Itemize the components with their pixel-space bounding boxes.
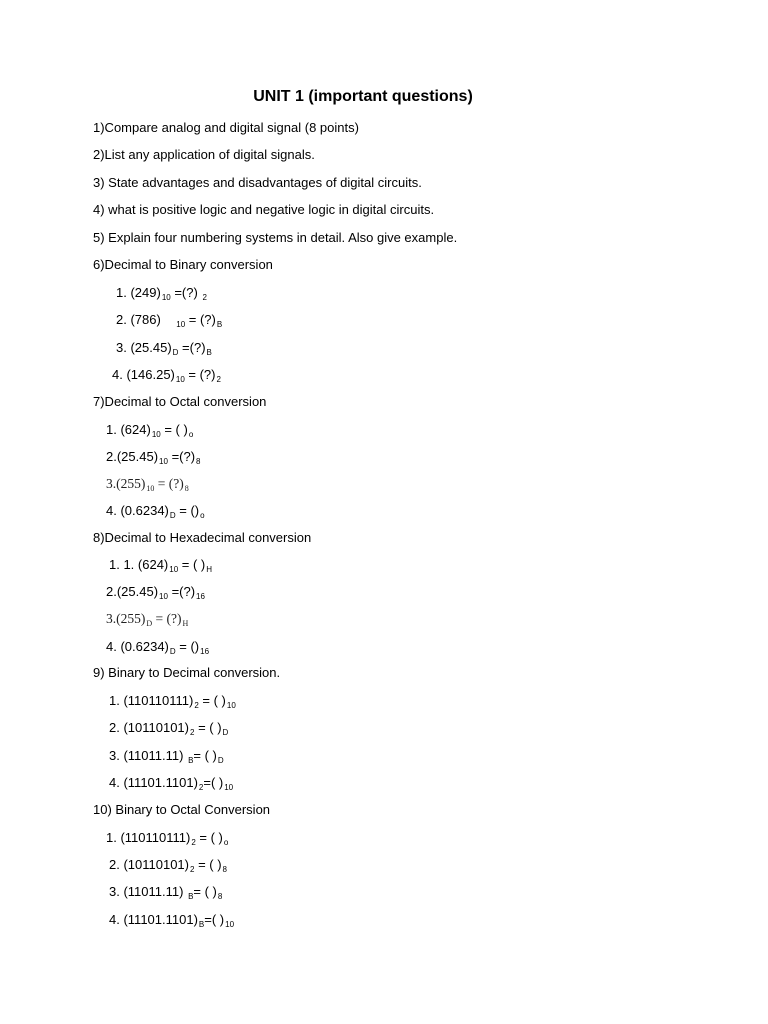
- question-9-item: [109, 748, 224, 766]
- expr: 4. (11101.1101): [109, 912, 198, 927]
- subscript: 2: [190, 728, 195, 737]
- expr: 1. (624): [106, 422, 151, 437]
- expr: =( ): [203, 775, 224, 790]
- question-7-item: [106, 503, 205, 521]
- subscript: 2: [202, 293, 207, 302]
- subscript: 10: [225, 920, 235, 929]
- question-6-item: [112, 367, 221, 385]
- question-8-heading: 8)Decimal to Hexadecimal conversion: [93, 530, 312, 545]
- question-5: 5) Explain four numbering systems in detail. Also give example.: [93, 230, 458, 245]
- expr: 1. 1. (624): [109, 557, 169, 572]
- page-title: UNIT 1 (important questions): [253, 88, 473, 105]
- expr: =(?): [167, 584, 196, 599]
- expr: = (?): [185, 312, 216, 327]
- question-6-item: [116, 285, 207, 303]
- question-1: 1)Compare analog and digital signal (8 points): [93, 120, 359, 135]
- subscript: o: [200, 511, 205, 520]
- expr: = (?): [152, 611, 182, 626]
- subscript: 2: [198, 783, 204, 792]
- question-6-item: [116, 312, 222, 330]
- question-9-item: [109, 693, 236, 711]
- subscript: D: [217, 756, 224, 765]
- subscript: B: [188, 756, 194, 765]
- question-7-item: [106, 422, 193, 440]
- subscript: 2: [216, 375, 221, 384]
- expr: = (?): [184, 367, 216, 382]
- question-3: 3) State advantages and disadvantages of digital circuits.: [93, 175, 422, 190]
- expr: 4. (11101.1101): [109, 775, 198, 790]
- question-10-item: [109, 912, 234, 930]
- expr: 4. (0.6234): [106, 639, 169, 654]
- expr: = ( ): [198, 693, 226, 708]
- subscript: H: [206, 565, 213, 574]
- subscript: o: [223, 838, 229, 847]
- expr: = ( ): [178, 557, 206, 572]
- question-9-heading: 9) Binary to Decimal conversion.: [93, 665, 281, 680]
- expr: = ( ): [195, 830, 223, 845]
- subscript: 8: [196, 457, 201, 466]
- expr: 4. (146.25): [112, 367, 175, 382]
- subscript: 8: [184, 484, 189, 493]
- question-10-heading: 10) Binary to Octal Conversion: [93, 802, 271, 817]
- subscript: B: [206, 348, 212, 357]
- subscript: 10: [159, 592, 168, 601]
- subscript: 2: [191, 838, 196, 847]
- expr: 2. (10110101): [109, 857, 189, 872]
- expr: =(?): [178, 340, 206, 355]
- expr: 2.(25.45): [106, 584, 159, 599]
- expr: = ( ): [194, 857, 222, 872]
- subscript: o: [188, 430, 194, 439]
- question-9-item: [109, 720, 228, 738]
- expr: 2.(25.45): [106, 449, 159, 464]
- subscript: 16: [196, 592, 205, 601]
- question-7-heading: 7)Decimal to Octal conversion: [93, 394, 267, 409]
- question-4: 4) what is positive logic and negative logic in digital circuits.: [93, 202, 435, 217]
- question-7-item: [106, 449, 201, 467]
- question-6-heading: 6)Decimal to Binary conversion: [93, 257, 273, 272]
- expr: =(?): [167, 449, 196, 464]
- subscript: D: [172, 348, 179, 357]
- question-2: 2)List any application of digital signals.: [93, 147, 315, 162]
- question-7-item: [106, 476, 189, 494]
- subscript: D: [169, 647, 176, 656]
- subscript: 10: [159, 457, 168, 466]
- subscript: B: [198, 920, 205, 929]
- subscript: 10: [146, 484, 155, 493]
- expr: = (): [175, 503, 200, 518]
- subscript: 10: [161, 293, 171, 302]
- question-8-item: [106, 584, 205, 602]
- subscript: 10: [151, 430, 161, 439]
- subscript: D: [222, 728, 229, 737]
- subscript: 8: [217, 892, 223, 901]
- expr: 3. (25.45): [116, 340, 172, 355]
- expr: 4. (0.6234): [106, 503, 169, 518]
- expr: 2. (10110101): [109, 720, 189, 735]
- expr: = ( ): [194, 720, 222, 735]
- expr: 1. (249): [116, 285, 161, 300]
- question-10-item: [109, 884, 222, 902]
- question-8-item: [109, 557, 212, 575]
- question-9-item: [109, 775, 233, 793]
- subscript: B: [188, 892, 194, 901]
- subscript: 16: [200, 647, 210, 656]
- expr: = (): [175, 639, 200, 654]
- expr: =(?): [170, 285, 202, 300]
- subscript: 10: [175, 375, 185, 384]
- subscript: 10: [169, 565, 179, 574]
- subscript: 10: [176, 320, 186, 329]
- subscript: 10: [224, 783, 234, 792]
- expr: = ( ): [193, 748, 217, 763]
- question-10-item: [109, 857, 227, 875]
- subscript: B: [216, 320, 223, 329]
- expr: 3.(255): [106, 476, 146, 491]
- expr: 1. (110110111): [106, 830, 191, 845]
- expr: 2. (786): [116, 312, 176, 327]
- subscript: D: [169, 511, 176, 520]
- expr: = ( ): [160, 422, 188, 437]
- question-10-item: [106, 830, 228, 848]
- subscript: 8: [222, 865, 227, 874]
- expr: 3. (11011.11): [109, 748, 188, 763]
- expr: 1. (110110111): [109, 693, 194, 708]
- question-6-item: [116, 340, 212, 358]
- question-8-item: [106, 611, 188, 629]
- subscript: H: [182, 619, 189, 628]
- expr: =( ): [204, 912, 225, 927]
- subscript: 2: [194, 701, 199, 710]
- subscript: D: [146, 619, 153, 628]
- subscript: 10: [226, 701, 236, 710]
- subscript: 2: [190, 865, 195, 874]
- expr: = ( ): [193, 884, 217, 899]
- question-8-item: [106, 639, 209, 657]
- expr: 3. (11011.11): [109, 884, 188, 899]
- expr: = (?): [154, 476, 184, 491]
- expr: 3.(255): [106, 611, 146, 626]
